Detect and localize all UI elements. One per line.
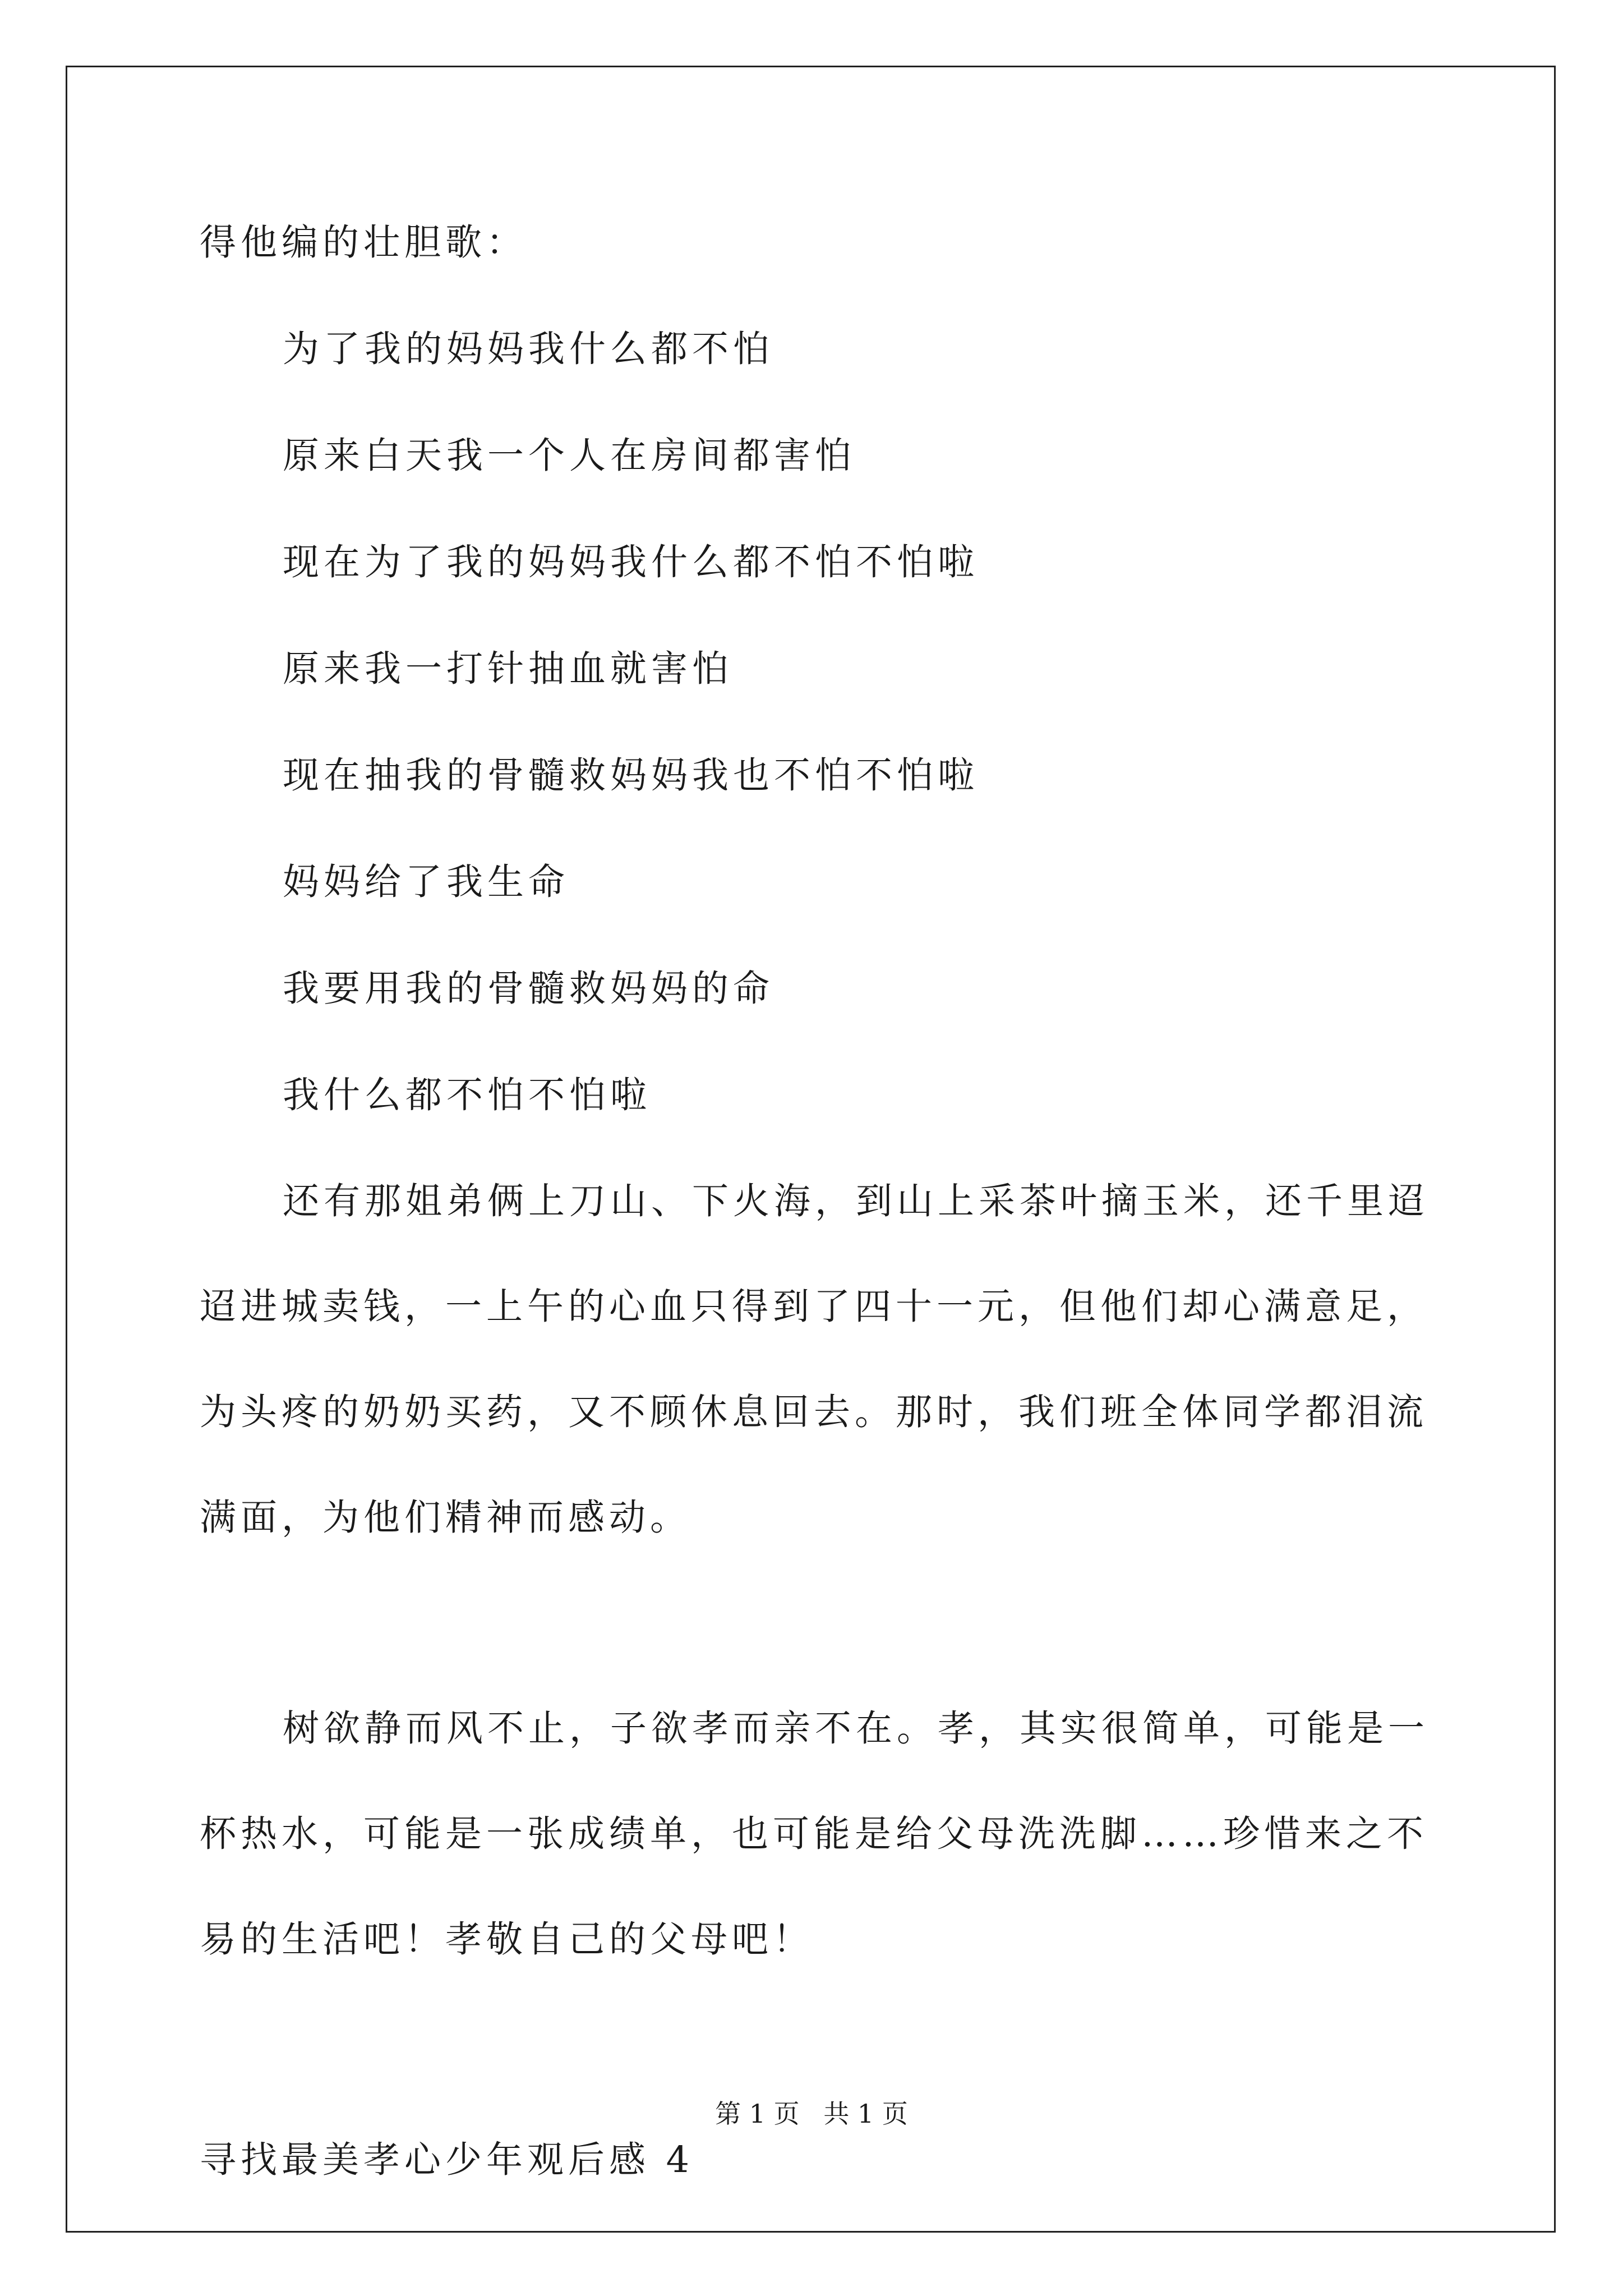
song-line: 妈妈给了我生命 (283, 861, 570, 903)
song-line: 为了我的妈妈我什么都不怕 (283, 328, 774, 370)
song-line: 现在为了我的妈妈我什么都不怕不怕啦 (283, 541, 979, 583)
song-line: 现在抽我的骨髓救妈妈我也不怕不怕啦 (283, 754, 979, 797)
page-total: 共 1 页 (823, 2099, 908, 2129)
song-line: 原来我一打针抽血就害怕 (283, 648, 734, 690)
song-line: 原来白天我一个人在房间都害怕 (283, 435, 856, 477)
song-line: 我什么都不怕不怕啦 (283, 1074, 652, 1116)
paragraph-filial-piety: 树欲静而风不止，子欲孝而亲不在。孝，其实很简单，可能是一杯热水，可能是一张成绩单，也可能是给父母洗洗脚……珍惜来之不易的生活吧！孝敬自己的父母吧！ (200, 1708, 1430, 1961)
song-line: 我要用我的骨髓救妈妈的命 (283, 968, 774, 1010)
opening-line: 得他编的壮胆歌： (200, 222, 528, 264)
section-title: 寻找最美孝心少年观后感 4 (200, 2139, 694, 2181)
page-number: 第 1 页 (715, 2099, 800, 2129)
paragraph-sisters-brother: 还有那姐弟俩上刀山、下火海，到山上采茶叶摘玉米，还千里迢迢进城卖钱，一上午的心血只得到了四十一元，但他们却心满意足，为头疼的奶奶买药，又不顾休息回去。那时，我们班全体同学都泪流满面，为他们精神而感动。 (200, 1180, 1430, 1539)
page-footer (0, 2101, 1623, 2127)
